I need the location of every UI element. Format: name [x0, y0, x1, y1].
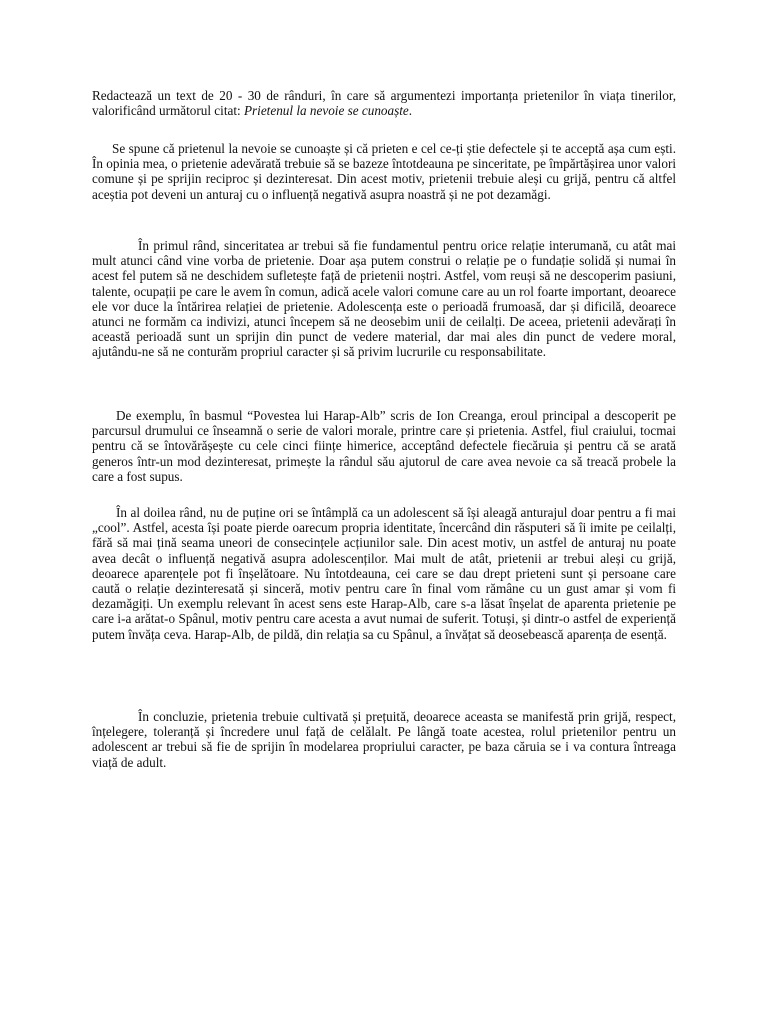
paragraph-second-argument: În al doilea rând, nu de puține ori se întâmplă ca un adolescent să își aleagă anturajul doar pentru a fi mai „cool”. Astfel, acesta își poate pierde oarecum propria identitate, încercând din răsputeri să îi imite pe ceilalți, fără să mai țină seama uneori de consecințele acțiunilor sale. Din acest motiv, un astfel de anturaj nu poate avea decât o influență negativă asupra adolescenților. Mai mult de atât, prietenii ar trebui aleși cu grijă, deoarece aparențele pot fi înșelătoare. Nu întotdeauna, cei care se dau drept prieteni sunt și persoane care caută o relație dezinteresată și sinceră, motiv pentru care în final vom rămâne cu un gust amar și vom fi dezamăgiți. Un exemplu relevant în acest sens este Harap-Alb, care s-a lăsat înșelat de aparenta prietenie pe care i-a arătat-o Spânul, motiv pentru care acesta a avut numai de suferit. Totuși, și dintr-o astfel de experiență putem învăța ceva. Harap-Alb, de pildă, din relația sa cu Spânul, a învățat să deosebească aparența de esență.	[92, 505, 676, 642]
prompt-quote: Prietenul la nevoie se cunoaște	[243, 103, 409, 119]
assignment-prompt	[92, 88, 676, 118]
paragraph-example: De exemplu, în basmul “Povestea lui Harap-Alb” scris de Ion Creanga, eroul principal a descoperit pe parcursul drumului ce înseamnă o serie de valori morale, printre care și prietenia. Astfel, fiul craiului, tocmai pentru că se întovărășește cu cele cinci ființe himerice, acceptând defectele fiecăruia și pentru că se arată generos într-un mod dezinteresat, primește la rândul său ajutorul de care avea nevoie ca să treacă probele la care a fost supus.	[92, 408, 676, 484]
essay-introduction	[92, 141, 676, 202]
essay-conclusion	[92, 709, 676, 770]
paragraph-introduction: Se spune că prietenul la nevoie se cunoaște și că prieten e cel ce-ți știe defectele și te acceptă așa cum ești. În opinia mea, o prietenie adevărată trebuie să se bazeze întotdeauna pe sinceritate, pe împărtășirea unor valori comune și pe sprijin reciproc și dezinteresat. Din acest motiv, prietenii trebuie aleși cu grijă, pentru că altfel aceștia pot deveni un anturaj cu o influență negativă asupra noastră și ne pot dezamăgi.	[92, 141, 676, 202]
paragraph-first-argument: În primul rând, sinceritatea ar trebui să fie fundamentul pentru orice relație interumană, cu atât mai mult atunci când vine vorba de prietenie. Doar așa putem construi o relație pe o fundație solidă și numai în acest fel putem să ne deschidem sufletește față de prietenii noștri. Astfel, vom reuși să ne descoperim pasiuni, talente, ocupații pe care le avem în comun, adică acele valori comune care au un rol foarte important, deoarece ele vor duce la întărirea relației de prietenie. Adolescența este o perioadă frumoasă, dar și dificilă, deoarece atunci ne formăm ca indivizi, atunci începem să ne deosebim unii de ceilalți. De aceea, prietenii adevărați în această perioadă sunt un sprijin din punct de vedere material, dar mai ales din punct de vedere moral, ajutându-ne să ne conturăm propriul caracter și să privim lucrurile cu responsabilitate.	[92, 238, 676, 360]
prompt-text: Redactează un text de 20 - 30 de rânduri, în care să argumentezi importanța prietenilor în viața tinerilor, valorificând următorul citat:	[92, 88, 676, 119]
prompt-end: .	[408, 103, 413, 119]
essay-second-argument	[92, 505, 676, 642]
essay-first-argument	[92, 238, 676, 360]
prompt-paragraph	[92, 88, 676, 118]
essay-example	[92, 408, 676, 484]
paragraph-conclusion: În concluzie, prietenia trebuie cultivată și prețuită, deoarece aceasta se manifestă prin grijă, respect, înțelegere, toleranță și încredere unul față de celălalt. Pe lângă toate acestea, rolul prietenilor pentru un adolescent ar trebui să fie de sprijin în modelarea propriului caracter, pe baza căruia se i va contura întreaga viață de adult.	[92, 709, 676, 770]
